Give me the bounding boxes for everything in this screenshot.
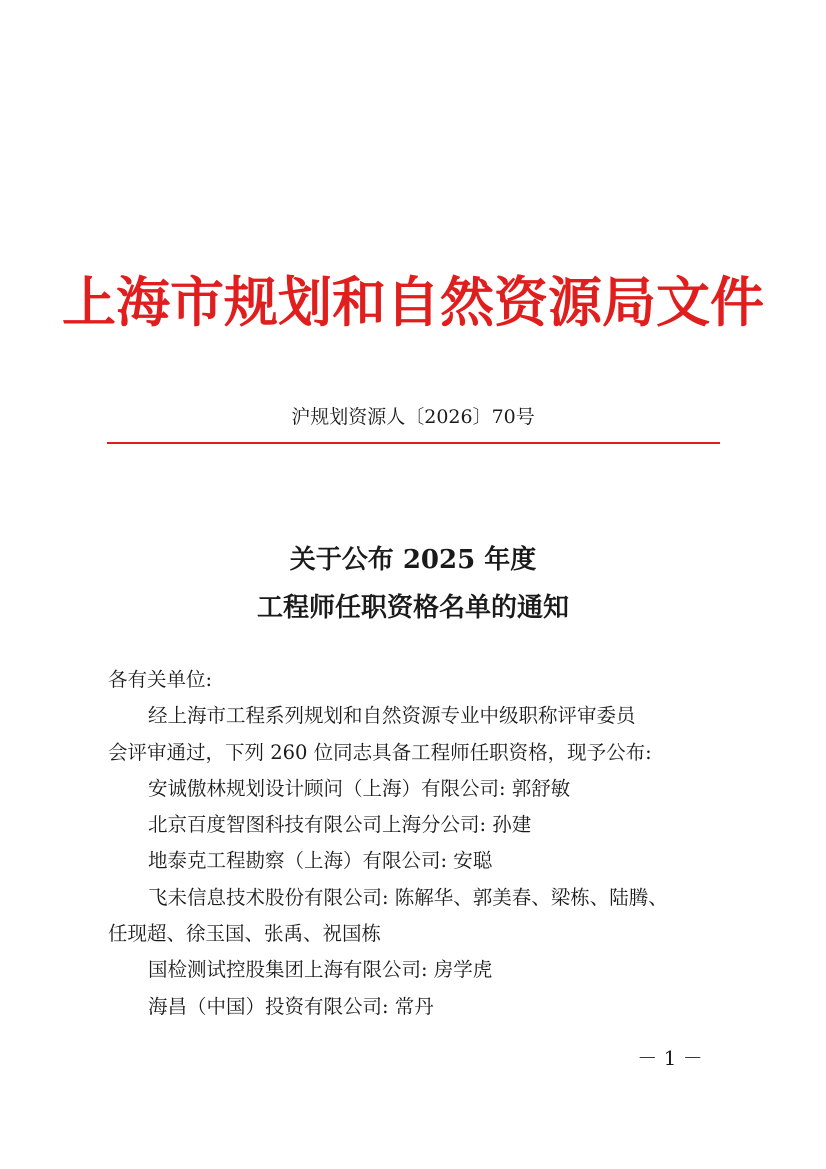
list-item: 安诚傲林规划设计顾问（上海）有限公司: 郭舒敏 [148, 776, 571, 800]
notice-title [0, 536, 826, 632]
page-number: － 1 － [637, 1046, 703, 1070]
notice-title-line-1: 关于公布 2025 年度 [289, 545, 537, 575]
red-divider-line [107, 442, 720, 444]
list-item: 地泰克工程勘察（上海）有限公司: 安聪 [148, 849, 493, 873]
intro-paragraph-line-2: 会评审通过，下列 260 位同志具备工程师任职资格，现予公布: [108, 740, 652, 764]
list-item: 国检测试控股集团上海有限公司: 房学虎 [148, 958, 493, 982]
list-item-continuation: 任现超、徐玉国、张禹、祝国栋 [108, 922, 382, 946]
list-item: 飞未信息技术股份有限公司: 陈解华、郭美春、梁栋、陆腾、 [148, 885, 668, 909]
list-item: 北京百度智图科技有限公司上海分公司: 孙建 [148, 813, 532, 837]
issuer-masthead: 上海市规划和自然资源局文件 [62, 270, 764, 334]
intro-paragraph-line-1: 经上海市工程系列规划和自然资源专业中级职称评审委员 [148, 704, 636, 728]
notice-body [108, 662, 720, 1025]
notice-title-line-2: 工程师任职资格名单的通知 [256, 593, 569, 623]
document-number: 沪规划资源人〔2026〕70号 [291, 406, 535, 428]
list-item: 海昌（中国）投资有限公司: 常丹 [148, 994, 434, 1018]
salutation: 各有关单位: [108, 668, 213, 691]
